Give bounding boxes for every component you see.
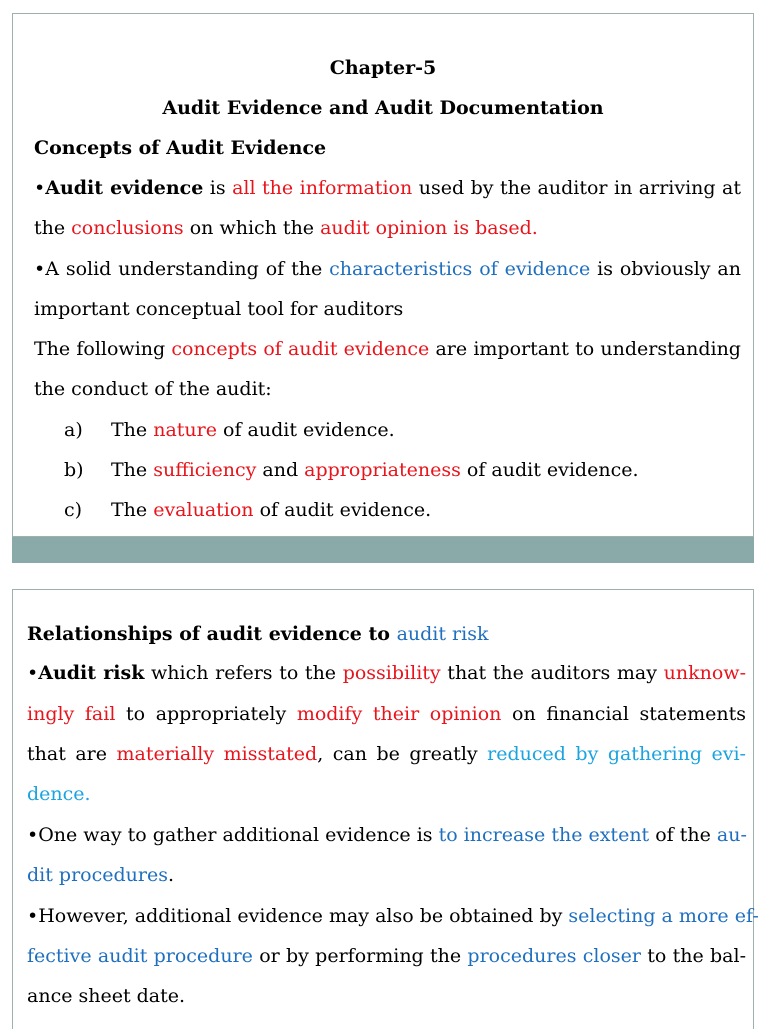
list-marker: b)	[64, 459, 84, 481]
slide-1: Chapter-5 Audit Evidence and Audit Documentation Concepts of Audit Evidence •Audit evidence is all the information used by the auditor in arriving at the conclusions on which the audit opinion is based. •A solid understanding of the characteristics of evidence is obviously an important conceptual tool for auditors The following concepts of audit evidence are important to understanding the conduct of the audit: a) The nature of audit evidence. b) The sufficiency and appropriateness of audit evidence. c) The evaluation of audit evidence.	[12, 13, 754, 537]
section-heading: Relationships of audit evidence to audit risk	[27, 623, 489, 645]
paragraph-2-line-1: •One way to gather additional evidence is to increase the extent of the au-	[27, 824, 747, 846]
slide-separator-band	[12, 537, 754, 563]
paragraph-2-line-1: •A solid understanding of the characteristics of evidence is obviously an	[34, 258, 741, 280]
paragraph-1-line-4: dence.	[27, 783, 91, 805]
paragraph-3-line-1: •However, additional evidence may also be obtained by selecting a more ef-	[27, 905, 759, 927]
slide-2	[12, 589, 759, 1029]
paragraph-3-line-2: the conduct of the audit:	[34, 378, 272, 400]
paragraph-1-line-3: that are materially misstated, can be greatly reduced by gathering evi-	[27, 743, 746, 765]
paragraph-3-line-1: The following concepts of audit evidence are important to understanding	[34, 338, 741, 360]
paragraph-1-line-2: the conclusions on which the audit opinion is based.	[34, 217, 538, 239]
slide-title: Audit Evidence and Audit Documentation	[162, 97, 604, 119]
list-marker: c)	[64, 499, 83, 521]
paragraph-1-line-2: ingly fail to appropriately modify their opinion on financial statements	[27, 703, 746, 725]
chapter-label: Chapter-5	[329, 57, 437, 79]
list-marker: a)	[64, 419, 83, 441]
section-heading: Concepts of Audit Evidence	[34, 137, 327, 159]
paragraph-1-line-1: •Audit risk which refers to the possibility that the auditors may unknow-	[27, 662, 746, 684]
paragraph-2-line-2: dit procedures.	[27, 864, 175, 886]
paragraph-1-line-1: •Audit evidence is all the information used by the auditor in arriving at	[34, 177, 741, 199]
paragraph-3-line-2: fective audit procedure or by performing the procedures closer to the bal-	[27, 945, 746, 967]
paragraph-2-line-2: important conceptual tool for auditors	[34, 298, 404, 320]
paragraph-3-line-3: ance sheet date.	[27, 985, 186, 1007]
